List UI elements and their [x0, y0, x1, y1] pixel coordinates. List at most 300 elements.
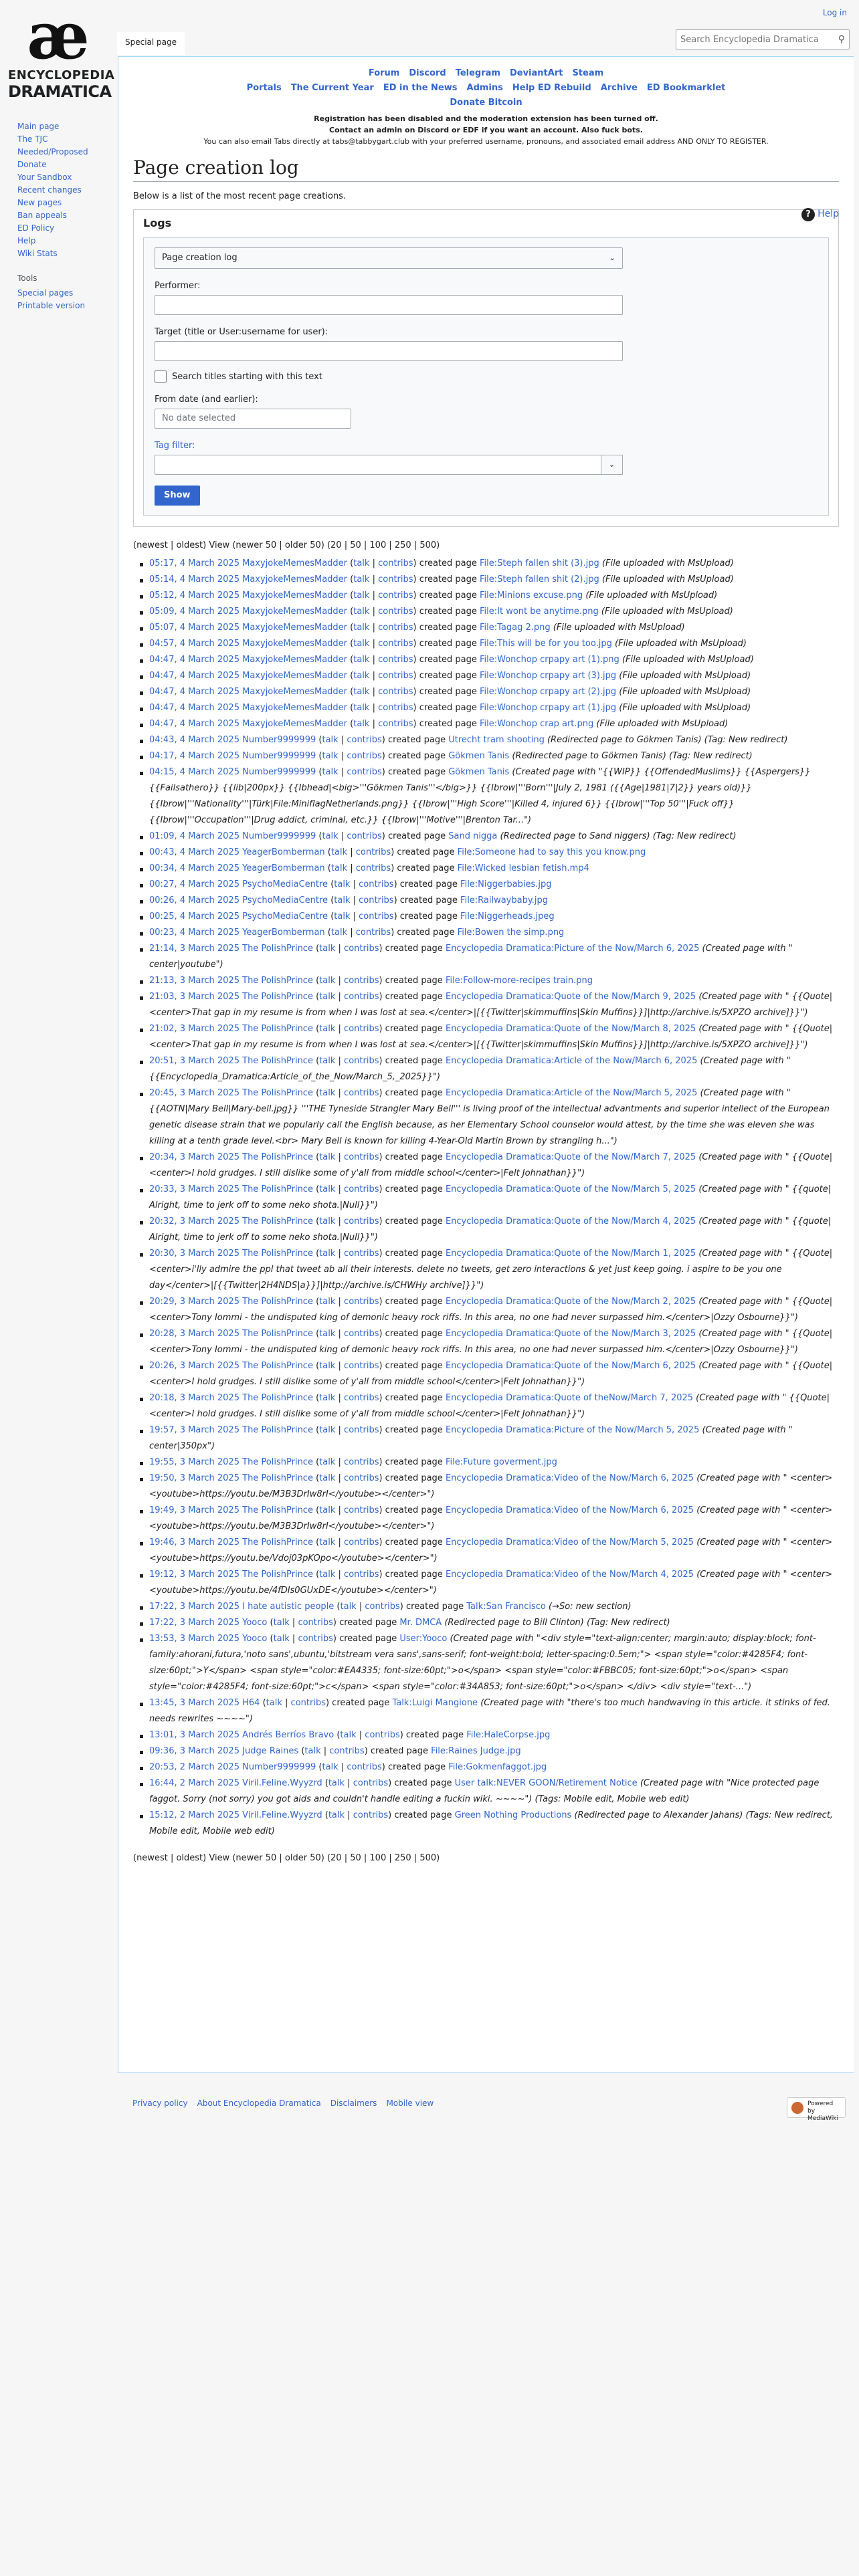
entry-contribs-link[interactable]: contribs [344, 1457, 379, 1467]
entry-user[interactable]: Yooco [242, 1618, 268, 1628]
entry-user[interactable]: The PolishPrince [242, 1152, 313, 1162]
entry-user[interactable]: The PolishPrince [242, 944, 313, 954]
entry-page-link[interactable]: File:Raines Judge.jpg [431, 1746, 521, 1756]
login-link[interactable]: Log in [822, 8, 847, 17]
entry-talk-link[interactable]: talk [322, 735, 339, 745]
footer-link[interactable]: Disclaimers [330, 2099, 377, 2108]
entry-timestamp[interactable]: 05:17, 4 March 2025 [149, 558, 240, 568]
entry-talk-link[interactable]: talk [353, 591, 370, 601]
entry-contribs-link[interactable]: contribs [378, 591, 413, 601]
entry-talk-link[interactable]: talk [319, 1570, 336, 1580]
entry-page-link[interactable]: Talk:San Francisco [466, 1602, 546, 1612]
entry-timestamp[interactable]: 13:01, 3 March 2025 [149, 1730, 240, 1740]
entry-page-link[interactable]: Encyclopedia Dramatica:Quote of the Now/March 7, 2025 [445, 1152, 696, 1162]
entry-contribs-link[interactable]: contribs [329, 1746, 365, 1756]
entry-page-link[interactable]: File:Steph fallen shit (2).jpg [480, 574, 599, 584]
entry-contribs-link[interactable]: contribs [347, 751, 382, 761]
entry-talk-link[interactable]: talk [330, 863, 348, 873]
entry-timestamp[interactable]: 05:12, 4 March 2025 [149, 591, 240, 601]
entry-timestamp[interactable]: 04:47, 4 March 2025 [149, 671, 240, 681]
entry-user[interactable]: The PolishPrince [242, 1505, 313, 1515]
entry-page-link[interactable]: File:Wonchop crpapy art (3).jpg [480, 671, 617, 681]
entry-page-link[interactable]: File:Wonchop crap art.png [480, 719, 594, 729]
entry-page-link[interactable]: Mr. DMCA [399, 1618, 442, 1628]
entry-page-link[interactable]: Encyclopedia Dramatica:Picture of the Now/March 5, 2025 [445, 1425, 700, 1435]
entry-talk-link[interactable]: talk [340, 1602, 357, 1612]
entry-contribs-link[interactable]: contribs [344, 976, 379, 986]
entry-timestamp[interactable]: 19:49, 3 March 2025 [149, 1505, 240, 1515]
entry-timestamp[interactable]: 20:30, 3 March 2025 [149, 1249, 240, 1259]
entry-page-link[interactable]: Encyclopedia Dramatica:Video of the Now/March 6, 2025 [445, 1473, 694, 1483]
entry-page-link[interactable]: Encyclopedia Dramatica:Quote of the Now/March 8, 2025 [445, 1024, 696, 1034]
entry-contribs-link[interactable]: contribs [355, 928, 391, 938]
entry-contribs-link[interactable]: contribs [347, 767, 382, 777]
entry-talk-link[interactable]: talk [322, 1762, 339, 1772]
entry-timestamp[interactable]: 20:34, 3 March 2025 [149, 1152, 240, 1162]
notice-nav-link[interactable]: The Current Year [290, 83, 374, 93]
entry-contribs-link[interactable]: contribs [298, 1618, 333, 1628]
entry-user[interactable]: The PolishPrince [242, 1297, 313, 1307]
entry-contribs-link[interactable]: contribs [344, 1249, 379, 1259]
entry-talk-link[interactable]: talk [319, 1505, 336, 1515]
entry-user[interactable]: The PolishPrince [242, 1184, 313, 1194]
entry-talk-link[interactable]: talk [353, 607, 370, 617]
tag-filter-label-text[interactable]: Tag filter: [155, 441, 195, 451]
notice-nav-link[interactable]: Telegram [455, 68, 500, 78]
entry-talk-link[interactable]: talk [328, 1810, 345, 1820]
entry-contribs-link[interactable]: contribs [344, 1329, 379, 1339]
entry-contribs-link[interactable]: contribs [359, 895, 394, 905]
entry-talk-link[interactable]: talk [353, 558, 370, 568]
entry-contribs-link[interactable]: contribs [344, 1056, 379, 1066]
entry-user[interactable]: MaxyjokeMemesMadder [242, 719, 348, 729]
entry-contribs-link[interactable]: contribs [344, 1393, 379, 1403]
entry-contribs-link[interactable]: contribs [347, 735, 382, 745]
entry-page-link[interactable]: Encyclopedia Dramatica:Quote of the Now/March 6, 2025 [445, 1361, 696, 1371]
entry-contribs-link[interactable]: contribs [344, 1473, 379, 1483]
sidebar-item[interactable]: Ban appeals [17, 211, 67, 220]
entry-contribs-link[interactable]: contribs [344, 1570, 379, 1580]
entry-user[interactable]: The PolishPrince [242, 1216, 313, 1226]
entry-contribs-link[interactable]: contribs [344, 1216, 379, 1226]
target-input[interactable] [155, 341, 623, 361]
entry-contribs-link[interactable]: contribs [347, 831, 382, 841]
entry-talk-link[interactable]: talk [319, 1088, 336, 1098]
entry-timestamp[interactable]: 20:26, 3 March 2025 [149, 1361, 240, 1371]
site-logo[interactable] [8, 0, 115, 104]
entry-timestamp[interactable]: 20:53, 2 March 2025 [149, 1762, 240, 1772]
entry-user[interactable]: Viril.Feline.Wyyzrd [242, 1810, 322, 1820]
entry-talk-link[interactable]: talk [266, 1698, 282, 1708]
tab-special-page[interactable] [117, 32, 185, 55]
entry-timestamp[interactable]: 21:13, 3 March 2025 [149, 976, 240, 986]
entry-talk-link[interactable]: talk [273, 1618, 290, 1628]
entry-user[interactable]: The PolishPrince [242, 1361, 313, 1371]
show-button[interactable]: Show [155, 486, 200, 506]
entry-timestamp[interactable]: 04:47, 4 March 2025 [149, 687, 240, 697]
entry-page-link[interactable]: File:Future goverment.jpg [445, 1457, 557, 1467]
tag-filter-dropdown[interactable] [601, 455, 623, 475]
entry-talk-link[interactable]: talk [334, 879, 351, 889]
entry-talk-link[interactable]: talk [330, 847, 348, 857]
entry-talk-link[interactable]: talk [319, 1393, 336, 1403]
entry-contribs-link[interactable]: contribs [353, 1778, 389, 1788]
entry-talk-link[interactable]: talk [353, 639, 370, 649]
entry-contribs-link[interactable]: contribs [378, 687, 413, 697]
entry-timestamp[interactable]: 00:34, 4 March 2025 [149, 863, 240, 873]
prefix-checkbox-row[interactable] [155, 370, 818, 383]
entry-contribs-link[interactable]: contribs [378, 607, 413, 617]
notice-nav-link[interactable]: DeviantArt [509, 68, 563, 78]
entry-user[interactable]: The PolishPrince [242, 1473, 313, 1483]
entry-user[interactable]: The PolishPrince [242, 1393, 313, 1403]
footer-link[interactable]: Privacy policy [132, 2099, 188, 2108]
entry-timestamp[interactable]: 04:47, 4 March 2025 [149, 719, 240, 729]
entry-contribs-link[interactable]: contribs [378, 558, 413, 568]
entry-user[interactable]: Number9999999 [242, 831, 316, 841]
entry-timestamp[interactable]: 04:15, 4 March 2025 [149, 767, 240, 777]
entry-user[interactable]: The PolishPrince [242, 1024, 313, 1034]
entry-contribs-link[interactable]: contribs [344, 1425, 379, 1435]
entry-user[interactable]: The PolishPrince [242, 1570, 313, 1580]
entry-contribs-link[interactable]: contribs [344, 1184, 379, 1194]
entry-timestamp[interactable]: 00:27, 4 March 2025 [149, 879, 240, 889]
entry-contribs-link[interactable]: contribs [378, 719, 413, 729]
entry-talk-link[interactable]: talk [353, 687, 370, 697]
entry-timestamp[interactable]: 00:23, 4 March 2025 [149, 928, 240, 938]
entry-talk-link[interactable]: talk [319, 1425, 336, 1435]
notice-nav-link[interactable]: Steam [572, 68, 604, 78]
entry-talk-link[interactable]: talk [319, 992, 336, 1002]
entry-talk-link[interactable]: talk [353, 574, 370, 584]
entry-talk-link[interactable]: talk [319, 1473, 336, 1483]
entry-timestamp[interactable]: 19:55, 3 March 2025 [149, 1457, 240, 1467]
entry-timestamp[interactable]: 05:09, 4 March 2025 [149, 607, 240, 617]
entry-user[interactable]: MaxyjokeMemesMadder [242, 607, 348, 617]
entry-contribs-link[interactable]: contribs [344, 1297, 379, 1307]
entry-timestamp[interactable]: 21:14, 3 March 2025 [149, 944, 240, 954]
entry-contribs-link[interactable]: contribs [378, 655, 413, 665]
entry-contribs-link[interactable]: contribs [344, 1361, 379, 1371]
entry-page-link[interactable]: Encyclopedia Dramatica:Quote of the Now/March 1, 2025 [445, 1249, 696, 1259]
sidebar-item[interactable]: New pages [17, 198, 62, 207]
notice-nav-link[interactable]: Archive [600, 83, 638, 93]
entry-page-link[interactable]: Gökmen Tanis [448, 767, 510, 777]
entry-talk-link[interactable]: talk [273, 1634, 290, 1644]
entry-contribs-link[interactable]: contribs [355, 847, 391, 857]
entry-user[interactable]: The PolishPrince [242, 1329, 313, 1339]
entry-user[interactable]: PsychoMediaCentre [242, 911, 328, 922]
entry-user[interactable]: The PolishPrince [242, 1056, 313, 1066]
entry-user[interactable]: MaxyjokeMemesMadder [242, 574, 348, 584]
entry-talk-link[interactable]: talk [319, 976, 336, 986]
entry-page-link[interactable]: File:Tagag 2.png [480, 623, 551, 633]
entry-timestamp[interactable]: 20:18, 3 March 2025 [149, 1393, 240, 1403]
tag-filter-input[interactable] [155, 455, 601, 475]
donate-link[interactable]: Donate Bitcoin [450, 98, 522, 108]
entry-contribs-link[interactable]: contribs [359, 879, 394, 889]
entry-user[interactable]: I hate autistic people [242, 1602, 335, 1612]
entry-user[interactable]: MaxyjokeMemesMadder [242, 623, 348, 633]
entry-contribs-link[interactable]: contribs [365, 1730, 400, 1740]
notice-nav-link[interactable]: ED Bookmarklet [646, 83, 726, 93]
entry-page-link[interactable]: File:Someone had to say this you know.png [457, 847, 646, 857]
prefix-checkbox[interactable] [155, 370, 167, 383]
notice-nav-link[interactable]: Help ED Rebuild [512, 83, 591, 93]
entry-page-link[interactable]: File:HaleCorpse.jpg [466, 1730, 551, 1740]
entry-page-link[interactable]: Encyclopedia Dramatica:Article of the Now/March 6, 2025 [445, 1056, 698, 1066]
sidebar-item[interactable]: Help [17, 236, 36, 245]
entry-user[interactable]: MaxyjokeMemesMadder [242, 655, 348, 665]
entry-talk-link[interactable]: talk [319, 1537, 336, 1547]
entry-timestamp[interactable]: 04:17, 4 March 2025 [149, 751, 240, 761]
entry-timestamp[interactable]: 04:43, 4 March 2025 [149, 735, 240, 745]
entry-timestamp[interactable]: 00:26, 4 March 2025 [149, 895, 240, 905]
entry-page-link[interactable]: Sand nigga [448, 831, 498, 841]
entry-talk-link[interactable]: talk [322, 767, 339, 777]
entry-talk-link[interactable]: talk [353, 623, 370, 633]
notice-nav-link[interactable]: ED in the News [383, 83, 458, 93]
entry-timestamp[interactable]: 19:57, 3 March 2025 [149, 1425, 240, 1435]
entry-user[interactable]: MaxyjokeMemesMadder [242, 703, 348, 713]
entry-contribs-link[interactable]: contribs [378, 639, 413, 649]
entry-timestamp[interactable]: 20:29, 3 March 2025 [149, 1297, 240, 1307]
entry-contribs-link[interactable]: contribs [365, 1602, 400, 1612]
entry-user[interactable]: YeagerBomberman [242, 928, 325, 938]
entry-user[interactable]: The PolishPrince [242, 1425, 313, 1435]
sidebar-item[interactable]: Your Sandbox [17, 173, 72, 182]
entry-user[interactable]: Number9999999 [242, 735, 316, 745]
entry-timestamp[interactable]: 19:12, 3 March 2025 [149, 1570, 240, 1580]
entry-page-link[interactable]: Encyclopedia Dramatica:Quote of the Now/March 5, 2025 [445, 1184, 696, 1194]
search-box[interactable] [676, 29, 850, 49]
entry-talk-link[interactable]: talk [353, 719, 370, 729]
entry-contribs-link[interactable]: contribs [359, 911, 394, 922]
entry-user[interactable]: Judge Raines [242, 1746, 299, 1756]
entry-timestamp[interactable]: 00:43, 4 March 2025 [149, 847, 240, 857]
entry-timestamp[interactable]: 05:14, 4 March 2025 [149, 574, 240, 584]
sidebar-item[interactable]: Needed/Proposed [17, 147, 88, 156]
entry-user[interactable]: The PolishPrince [242, 1088, 313, 1098]
sidebar-item[interactable]: The TJC [17, 134, 48, 144]
entry-page-link[interactable]: File:Wicked lesbian fetish.mp4 [457, 863, 589, 873]
entry-page-link[interactable]: File:Minions excuse.png [480, 591, 583, 601]
entry-page-link[interactable]: File:Niggerbabies.jpg [460, 879, 552, 889]
entry-page-link[interactable]: Encyclopedia Dramatica:Quote of the Now/March 2, 2025 [445, 1297, 696, 1307]
sidebar-tool-item[interactable]: Special pages [17, 288, 74, 298]
entry-timestamp[interactable]: 17:22, 3 March 2025 [149, 1618, 240, 1628]
entry-timestamp[interactable]: 16:44, 2 March 2025 [149, 1778, 240, 1788]
entry-talk-link[interactable]: talk [304, 1746, 321, 1756]
pager-bottom[interactable]: (newest | oldest) View (newer 50 | older 50) (20 | 50 | 100 | 250 | 500) [133, 1853, 440, 1863]
entry-user[interactable]: The PolishPrince [242, 1249, 313, 1259]
entry-page-link[interactable]: Talk:Luigi Mangione [392, 1698, 478, 1708]
entry-page-link[interactable]: File:Gokmenfaggot.jpg [448, 1762, 547, 1772]
entry-user[interactable]: Number9999999 [242, 767, 316, 777]
entry-talk-link[interactable]: talk [319, 1329, 336, 1339]
entry-page-link[interactable]: Green Nothing Productions [454, 1810, 572, 1820]
entry-page-link[interactable]: File:Steph fallen shit (3).jpg [480, 558, 599, 568]
entry-timestamp[interactable]: 20:45, 3 March 2025 [149, 1088, 240, 1098]
entry-talk-link[interactable]: talk [328, 1778, 345, 1788]
entry-timestamp[interactable]: 21:02, 3 March 2025 [149, 1024, 240, 1034]
entry-talk-link[interactable]: talk [340, 1730, 357, 1740]
entry-timestamp[interactable]: 21:03, 3 March 2025 [149, 992, 240, 1002]
entry-user[interactable]: H64 [242, 1698, 260, 1708]
entry-user[interactable]: The PolishPrince [242, 1457, 313, 1467]
entry-timestamp[interactable]: 00:25, 4 March 2025 [149, 911, 240, 922]
entry-talk-link[interactable]: talk [322, 831, 339, 841]
entry-user[interactable]: Viril.Feline.Wyyzrd [242, 1778, 322, 1788]
entry-page-link[interactable]: User:Yooco [399, 1634, 448, 1644]
entry-user[interactable]: Number9999999 [242, 1762, 316, 1772]
entry-page-link[interactable]: Utrecht tram shooting [448, 735, 545, 745]
entry-talk-link[interactable]: talk [319, 1361, 336, 1371]
entry-user[interactable]: PsychoMediaCentre [242, 879, 328, 889]
entry-user[interactable]: PsychoMediaCentre [242, 895, 328, 905]
entry-user[interactable]: Number9999999 [242, 751, 316, 761]
entry-talk-link[interactable]: talk [319, 1216, 336, 1226]
entry-timestamp[interactable]: 09:36, 3 March 2025 [149, 1746, 240, 1756]
entry-timestamp[interactable]: 04:47, 4 March 2025 [149, 703, 240, 713]
entry-talk-link[interactable]: talk [334, 911, 351, 922]
entry-talk-link[interactable]: talk [353, 655, 370, 665]
entry-timestamp[interactable]: 05:07, 4 March 2025 [149, 623, 240, 633]
entry-user[interactable]: The PolishPrince [242, 992, 313, 1002]
entry-page-link[interactable]: Encyclopedia Dramatica:Video of the Now/March 5, 2025 [445, 1537, 694, 1547]
entry-contribs-link[interactable]: contribs [344, 944, 379, 954]
entry-page-link[interactable]: File:Bowen the simp.png [457, 928, 565, 938]
entry-contribs-link[interactable]: contribs [353, 1810, 389, 1820]
entry-contribs-link[interactable]: contribs [344, 992, 379, 1002]
entry-timestamp[interactable]: 13:53, 3 March 2025 [149, 1634, 240, 1644]
entry-talk-link[interactable]: talk [319, 1249, 336, 1259]
entry-user[interactable]: MaxyjokeMemesMadder [242, 687, 348, 697]
entry-page-link[interactable]: Encyclopedia Dramatica:Video of the Now/March 4, 2025 [445, 1570, 694, 1580]
entry-talk-link[interactable]: talk [319, 1152, 336, 1162]
performer-input[interactable] [155, 295, 623, 315]
entry-user[interactable]: Yooco [242, 1634, 268, 1644]
entry-timestamp[interactable]: 20:33, 3 March 2025 [149, 1184, 240, 1194]
entry-contribs-link[interactable]: contribs [344, 1537, 379, 1547]
entry-page-link[interactable]: File:Follow-more-recipes train.png [445, 976, 593, 986]
entry-talk-link[interactable]: talk [322, 751, 339, 761]
entry-user[interactable]: Andrés Berríos Bravo [242, 1730, 335, 1740]
sidebar-item[interactable]: Recent changes [17, 185, 82, 195]
entry-page-link[interactable]: Gökmen Tanis [448, 751, 510, 761]
sidebar-item[interactable]: Donate [17, 160, 47, 169]
entry-talk-link[interactable]: talk [353, 703, 370, 713]
entry-talk-link[interactable]: talk [319, 1024, 336, 1034]
entry-timestamp[interactable]: 15:12, 2 March 2025 [149, 1810, 240, 1820]
entry-timestamp[interactable]: 04:57, 4 March 2025 [149, 639, 240, 649]
sidebar-item[interactable]: Main page [17, 122, 60, 131]
entry-page-link[interactable]: User talk:NEVER GOON/Retirement Notice [454, 1778, 638, 1788]
help-link[interactable] [801, 208, 839, 221]
entry-contribs-link[interactable]: contribs [344, 1152, 379, 1162]
entry-talk-link[interactable]: talk [353, 671, 370, 681]
entry-contribs-link[interactable]: contribs [344, 1505, 379, 1515]
entry-contribs-link[interactable]: contribs [344, 1088, 379, 1098]
entry-contribs-link[interactable]: contribs [378, 623, 413, 633]
entry-user[interactable]: The PolishPrince [242, 1537, 313, 1547]
entry-contribs-link[interactable]: contribs [347, 1762, 382, 1772]
entry-user[interactable]: The PolishPrince [242, 976, 313, 986]
entry-timestamp[interactable]: 01:09, 4 March 2025 [149, 831, 240, 841]
entry-page-link[interactable]: Encyclopedia Dramatica:Quote of the Now/March 4, 2025 [445, 1216, 696, 1226]
entry-talk-link[interactable]: talk [319, 1184, 336, 1194]
entry-page-link[interactable]: File:Niggerheads.jpeg [460, 911, 555, 922]
entry-page-link[interactable]: File:Wonchop crpapy art (1).png [480, 655, 619, 665]
entry-user[interactable]: YeagerBomberman [242, 863, 325, 873]
entry-contribs-link[interactable]: contribs [378, 671, 413, 681]
entry-timestamp[interactable]: 20:51, 3 March 2025 [149, 1056, 240, 1066]
entry-talk-link[interactable]: talk [319, 1297, 336, 1307]
search-icon[interactable]: ⚲ [838, 34, 845, 45]
entry-page-link[interactable]: File:Railwaybaby.jpg [460, 895, 548, 905]
entry-user[interactable]: MaxyjokeMemesMadder [242, 558, 348, 568]
entry-talk-link[interactable]: talk [334, 895, 351, 905]
entry-user[interactable]: MaxyjokeMemesMadder [242, 671, 348, 681]
entry-contribs-link[interactable]: contribs [298, 1634, 333, 1644]
powered-by-mediawiki[interactable] [787, 2097, 846, 2122]
entry-page-link[interactable]: Encyclopedia Dramatica:Picture of the Now/March 6, 2025 [445, 944, 700, 954]
notice-nav-link[interactable]: Admins [466, 83, 503, 93]
entry-timestamp[interactable]: 19:46, 3 March 2025 [149, 1537, 240, 1547]
entry-timestamp[interactable]: 17:22, 3 March 2025 [149, 1602, 240, 1612]
entry-timestamp[interactable]: 19:50, 3 March 2025 [149, 1473, 240, 1483]
entry-page-link[interactable]: Encyclopedia Dramatica:Article of the Now/March 5, 2025 [445, 1088, 698, 1098]
entry-contribs-link[interactable]: contribs [355, 863, 391, 873]
footer-link[interactable]: Mobile view [386, 2099, 434, 2108]
entry-talk-link[interactable]: talk [319, 944, 336, 954]
entry-timestamp[interactable]: 04:47, 4 March 2025 [149, 655, 240, 665]
entry-page-link[interactable]: Encyclopedia Dramatica:Quote of theNow/March 7, 2025 [445, 1393, 694, 1403]
log-type-select[interactable] [155, 247, 623, 269]
entry-timestamp[interactable]: 20:28, 3 March 2025 [149, 1329, 240, 1339]
entry-page-link[interactable]: Encyclopedia Dramatica:Quote of the Now/March 9, 2025 [445, 992, 696, 1002]
sidebar-item[interactable]: ED Policy [17, 223, 55, 233]
entry-page-link[interactable]: File:Wonchop crpapy art (2).jpg [480, 687, 617, 697]
notice-nav-link[interactable]: Discord [409, 68, 446, 78]
entry-timestamp[interactable]: 13:45, 3 March 2025 [149, 1698, 240, 1708]
search-input[interactable] [676, 30, 824, 49]
entry-contribs-link[interactable]: contribs [378, 703, 413, 713]
notice-nav-link[interactable]: Forum [368, 68, 400, 78]
entry-talk-link[interactable]: talk [319, 1056, 336, 1066]
entry-page-link[interactable]: File:Wonchop crpapy art (1).jpg [480, 703, 617, 713]
entry-page-link[interactable]: Encyclopedia Dramatica:Video of the Now/March 6, 2025 [445, 1505, 694, 1515]
sidebar-item[interactable]: Wiki Stats [17, 249, 58, 258]
pager-top[interactable]: (newest | oldest) View (newer 50 | older 50) (20 | 50 | 100 | 250 | 500) [133, 540, 440, 550]
entry-user[interactable]: YeagerBomberman [242, 847, 325, 857]
entry-user[interactable]: MaxyjokeMemesMadder [242, 639, 348, 649]
entry-talk-link[interactable]: talk [319, 1457, 336, 1467]
notice-nav-link[interactable]: Portals [246, 83, 282, 93]
entry-timestamp[interactable]: 20:32, 3 March 2025 [149, 1216, 240, 1226]
entry-talk-link[interactable]: talk [330, 928, 348, 938]
entry-page-link[interactable]: File:It wont be anytime.png [480, 607, 599, 617]
entry-user[interactable]: MaxyjokeMemesMadder [242, 591, 348, 601]
date-input[interactable]: No date selected [155, 409, 351, 429]
footer-link[interactable]: About Encyclopedia Dramatica [197, 2099, 321, 2108]
entry-page-link[interactable]: Encyclopedia Dramatica:Quote of the Now/March 3, 2025 [445, 1329, 696, 1339]
entry-page-link[interactable]: File:This will be for you too.jpg [480, 639, 612, 649]
entry-contribs-link[interactable]: contribs [290, 1698, 326, 1708]
entry-contribs-link[interactable]: contribs [344, 1024, 379, 1034]
entry-contribs-link[interactable]: contribs [378, 574, 413, 584]
sidebar-tool-item[interactable]: Printable version [17, 301, 86, 310]
